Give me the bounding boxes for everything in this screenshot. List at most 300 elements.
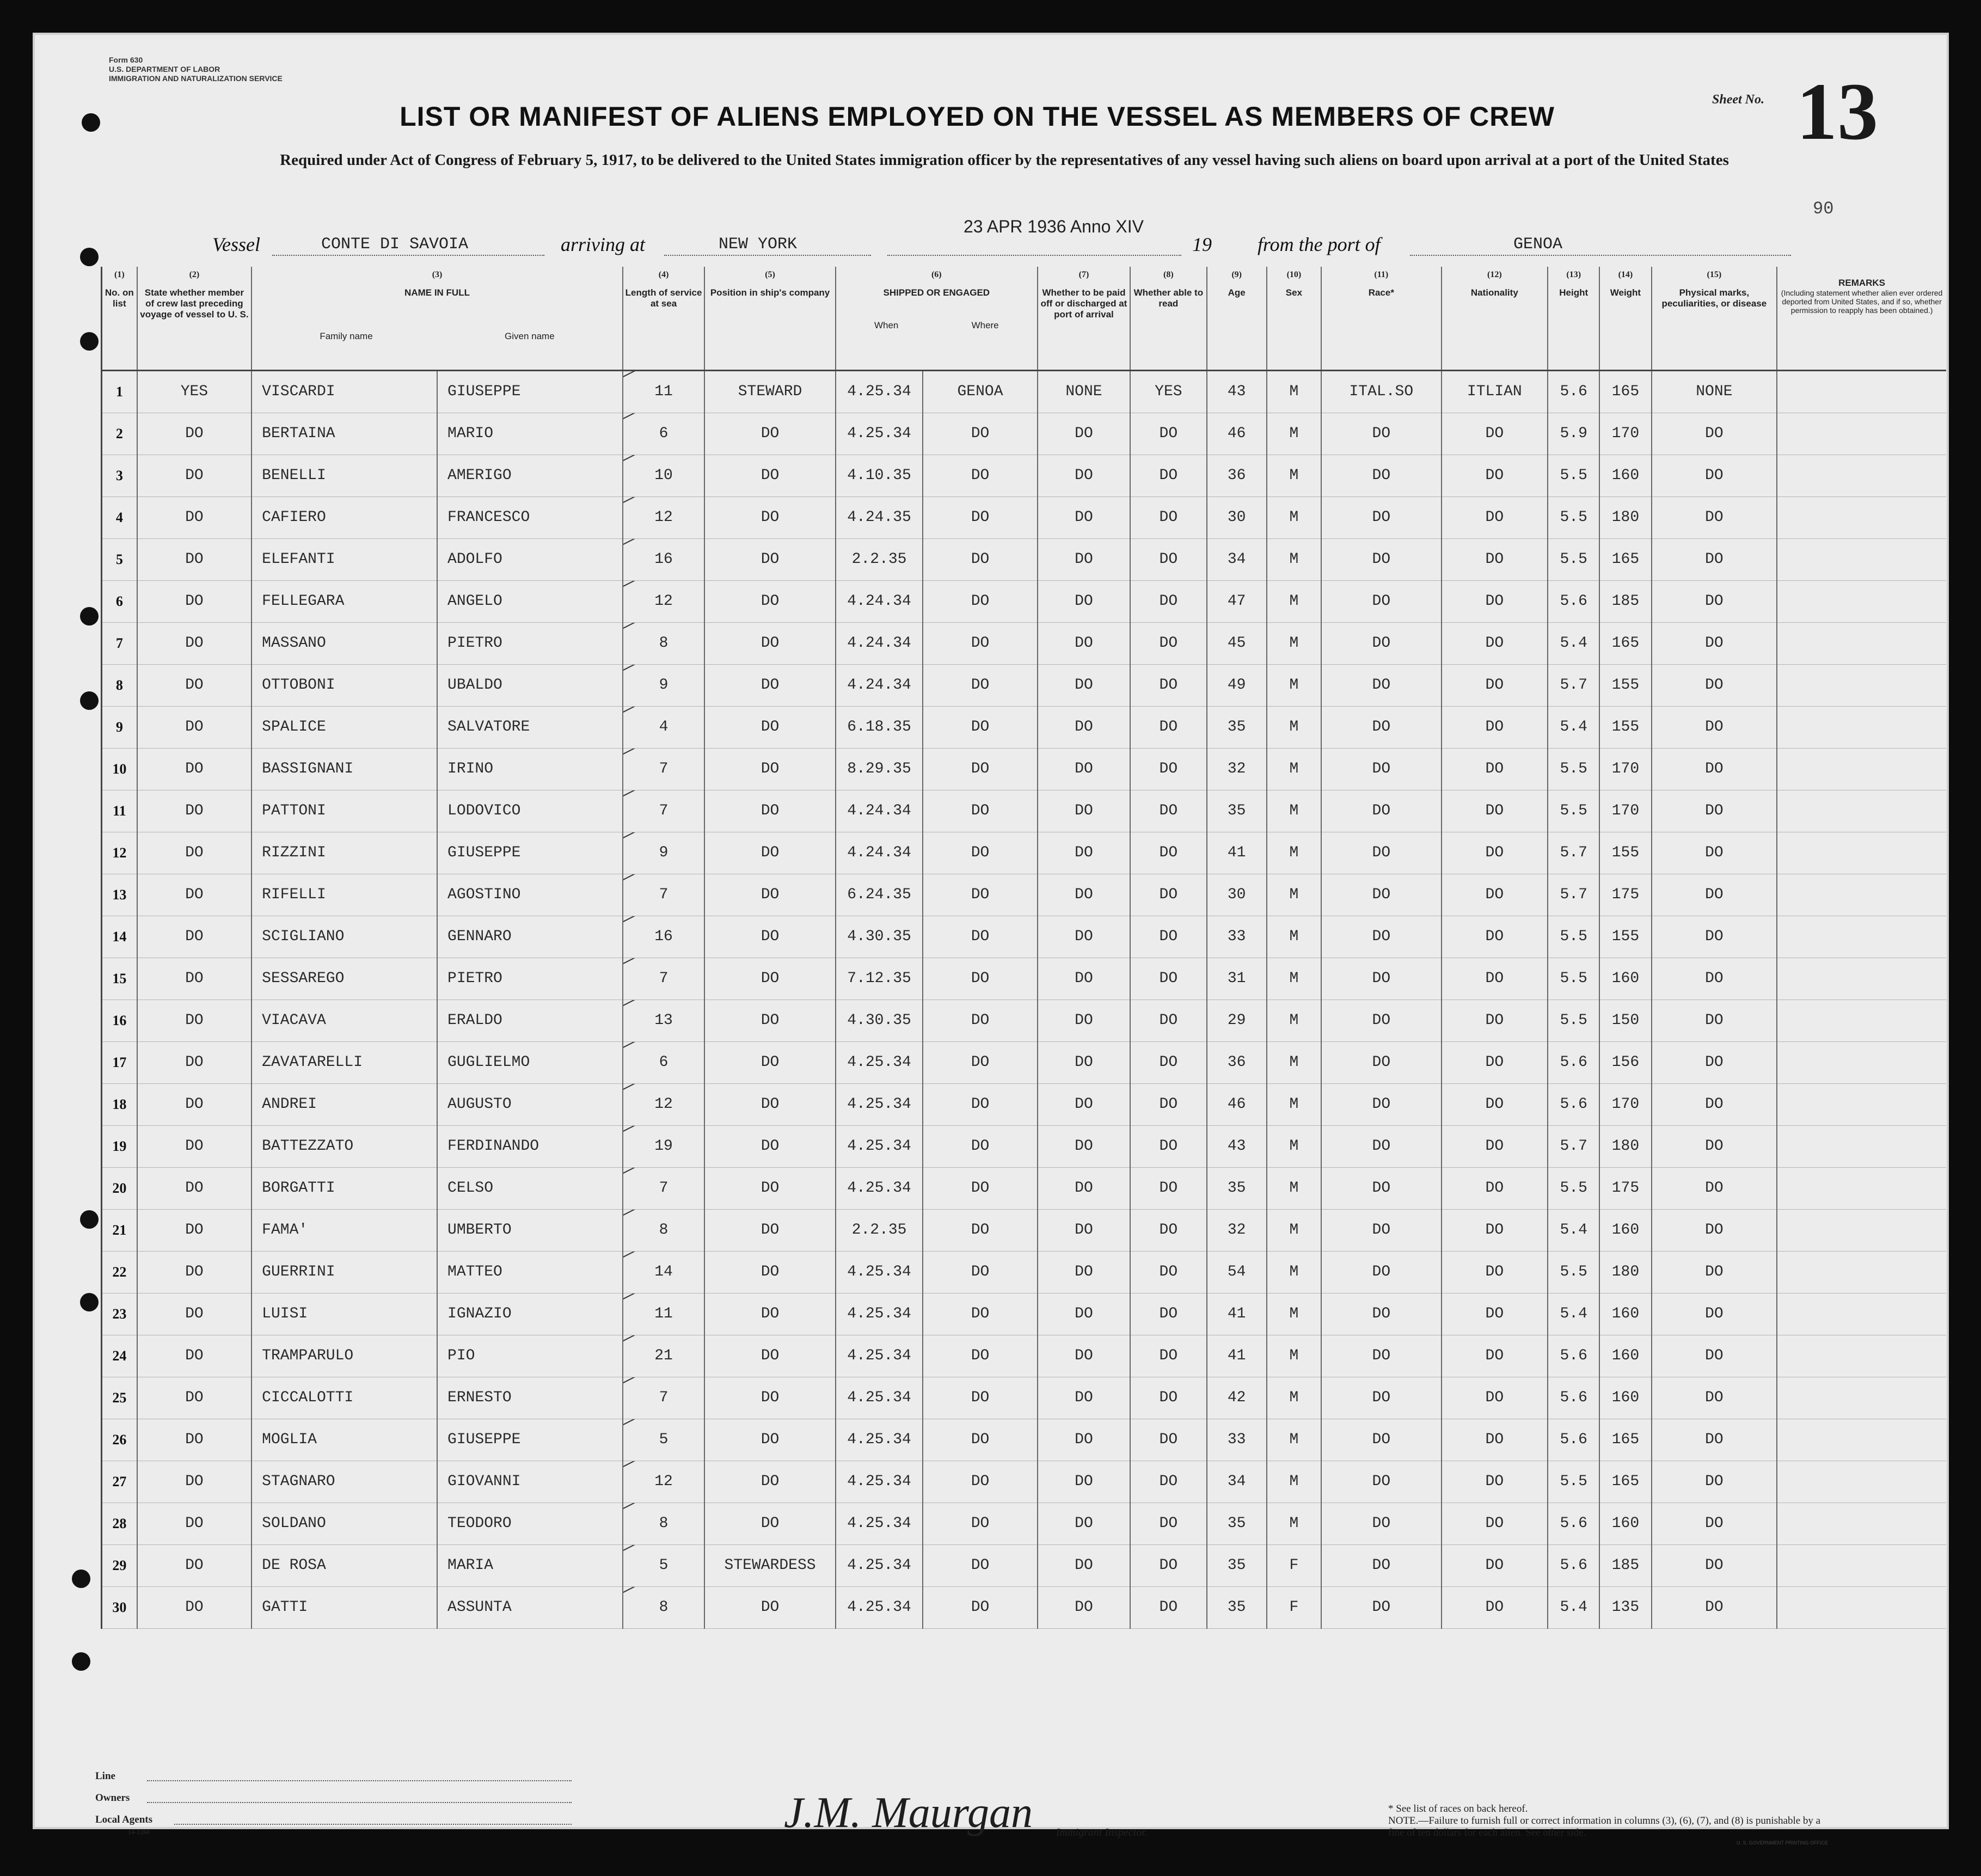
- position-cell: DO: [704, 1209, 836, 1251]
- row-number-cell: 8: [102, 664, 137, 706]
- given-name-cell: LODOVICO: [437, 790, 623, 832]
- family-name-cell: STAGNARO: [252, 1461, 437, 1503]
- height-cell: 5.7: [1548, 664, 1599, 706]
- physical-marks-cell: DO: [1652, 664, 1777, 706]
- given-name-cell: MARIA: [437, 1544, 623, 1586]
- row-number-cell: 9: [102, 706, 137, 748]
- footer-note: [1388, 1803, 1835, 1839]
- punch-hole: [72, 1652, 90, 1671]
- nationality-cell: DO: [1442, 1503, 1548, 1544]
- given-name-cell: ASSUNTA: [437, 1586, 623, 1628]
- weight-cell: 160: [1599, 455, 1651, 496]
- row-number-cell: 1: [102, 370, 137, 413]
- col-header-7: (7) Whether to be paid off or discharged at port of arrival: [1038, 267, 1130, 370]
- family-name-cell: SPALICE: [252, 706, 437, 748]
- age-cell: 46: [1207, 1083, 1267, 1125]
- age-cell: 32: [1207, 1209, 1267, 1251]
- weight-cell: 180: [1599, 1125, 1651, 1167]
- able-to-read-cell: DO: [1130, 1083, 1206, 1125]
- shipped-when-cell: 4.25.34: [836, 370, 923, 413]
- weight-cell: 155: [1599, 706, 1651, 748]
- row-number-cell: 13: [102, 874, 137, 916]
- remarks-cell: [1777, 790, 1946, 832]
- nationality-cell: DO: [1442, 664, 1548, 706]
- punch-hole: [80, 248, 99, 266]
- shipped-where-cell: DO: [923, 1544, 1038, 1586]
- paid-off-cell: DO: [1038, 1167, 1130, 1209]
- col-header-13: (13) Height: [1548, 267, 1599, 370]
- vessel-line: [212, 217, 1791, 266]
- paid-off-cell: DO: [1038, 1000, 1130, 1041]
- given-name-cell: GUGLIELMO: [437, 1041, 623, 1083]
- length-of-service-cell: 9: [623, 664, 704, 706]
- family-name-cell: RIFELLI: [252, 874, 437, 916]
- inspector-signature: J.M. Maurgan: [784, 1789, 1033, 1837]
- shipped-where-cell: DO: [923, 1125, 1038, 1167]
- previous-voyage-cell: DO: [137, 790, 252, 832]
- given-name-cell: SALVATORE: [437, 706, 623, 748]
- race-cell: DO: [1321, 622, 1442, 664]
- shipped-when-cell: 4.24.34: [836, 832, 923, 874]
- previous-voyage-cell: DO: [137, 1335, 252, 1377]
- paid-off-cell: DO: [1038, 1461, 1130, 1503]
- shipped-where-cell: DO: [923, 413, 1038, 455]
- manifest-rows: [102, 370, 1947, 1628]
- length-of-service-cell: 7: [623, 1167, 704, 1209]
- position-cell: DO: [704, 790, 836, 832]
- length-of-service-cell: 12: [623, 1461, 704, 1503]
- physical-marks-cell: DO: [1652, 580, 1777, 622]
- paid-off-cell: DO: [1038, 1419, 1130, 1461]
- crew-manifest-table: [101, 267, 1946, 1629]
- shipped-where-cell: DO: [923, 622, 1038, 664]
- previous-voyage-cell: DO: [137, 1000, 252, 1041]
- given-name-cell: FERDINANDO: [437, 1125, 623, 1167]
- col-header-8: (8) Whether able to read: [1130, 267, 1206, 370]
- row-number-cell: 12: [102, 832, 137, 874]
- sex-cell: M: [1267, 622, 1321, 664]
- remarks-cell: [1777, 1544, 1946, 1586]
- able-to-read-cell: DO: [1130, 622, 1206, 664]
- row-number-cell: 7: [102, 622, 137, 664]
- table-row: [102, 1461, 1947, 1503]
- paid-off-cell: DO: [1038, 1083, 1130, 1125]
- position-cell: DO: [704, 413, 836, 455]
- remarks-cell: [1777, 874, 1946, 916]
- age-cell: 46: [1207, 413, 1267, 455]
- previous-voyage-cell: DO: [137, 538, 252, 580]
- shipped-when-cell: 4.24.34: [836, 580, 923, 622]
- length-of-service-cell: 12: [623, 580, 704, 622]
- nationality-cell: DO: [1442, 455, 1548, 496]
- previous-voyage-cell: DO: [137, 748, 252, 790]
- able-to-read-cell: DO: [1130, 1041, 1206, 1083]
- nationality-cell: DO: [1442, 1461, 1548, 1503]
- previous-voyage-cell: DO: [137, 706, 252, 748]
- previous-voyage-cell: DO: [137, 958, 252, 1000]
- paid-off-cell: DO: [1038, 1251, 1130, 1293]
- shipped-when-cell: 2.2.35: [836, 538, 923, 580]
- weight-cell: 160: [1599, 958, 1651, 1000]
- row-number-cell: 24: [102, 1335, 137, 1377]
- row-number-cell: 11: [102, 790, 137, 832]
- punch-hole: [80, 607, 99, 626]
- weight-cell: 160: [1599, 1503, 1651, 1544]
- printing-office: U. S. GOVERNMENT PRINTING OFFICE: [1737, 1840, 1828, 1846]
- weight-cell: 165: [1599, 1419, 1651, 1461]
- row-number-cell: 28: [102, 1503, 137, 1544]
- position-cell: DO: [704, 455, 836, 496]
- given-name-cell: UMBERTO: [437, 1209, 623, 1251]
- remarks-cell: [1777, 748, 1946, 790]
- shipped-where-cell: DO: [923, 748, 1038, 790]
- table-row: [102, 1293, 1947, 1335]
- able-to-read-cell: DO: [1130, 1503, 1206, 1544]
- physical-marks-cell: NONE: [1652, 370, 1777, 413]
- shipped-where-cell: DO: [923, 1335, 1038, 1377]
- shipped-when-cell: 4.25.34: [836, 1167, 923, 1209]
- race-cell: DO: [1321, 1167, 1442, 1209]
- remarks-cell: [1777, 496, 1946, 538]
- race-cell: DO: [1321, 1083, 1442, 1125]
- able-to-read-cell: DO: [1130, 538, 1206, 580]
- punch-hole: [72, 1570, 90, 1588]
- previous-voyage-cell: YES: [137, 370, 252, 413]
- position-cell: DO: [704, 1419, 836, 1461]
- family-name-cell: VISCARDI: [252, 370, 437, 413]
- race-cell: DO: [1321, 958, 1442, 1000]
- nationality-cell: DO: [1442, 706, 1548, 748]
- age-cell: 35: [1207, 790, 1267, 832]
- nationality-cell: DO: [1442, 1209, 1548, 1251]
- row-number-cell: 19: [102, 1125, 137, 1167]
- given-name-cell: GIOVANNI: [437, 1461, 623, 1503]
- length-of-service-cell: 14: [623, 1251, 704, 1293]
- table-row: [102, 664, 1947, 706]
- remarks-cell: [1777, 916, 1946, 958]
- previous-voyage-cell: DO: [137, 1209, 252, 1251]
- height-cell: 5.6: [1548, 1419, 1599, 1461]
- shipped-when-cell: 4.30.35: [836, 1000, 923, 1041]
- able-to-read-cell: DO: [1130, 1293, 1206, 1335]
- age-cell: 34: [1207, 538, 1267, 580]
- family-name-cell: VIACAVA: [252, 1000, 437, 1041]
- position-cell: DO: [704, 1586, 836, 1628]
- col-header-1: (1) No. on list: [102, 267, 137, 370]
- previous-voyage-cell: DO: [137, 664, 252, 706]
- punch-hole: [80, 332, 99, 351]
- length-of-service-cell: 8: [623, 1503, 704, 1544]
- paid-off-cell: DO: [1038, 664, 1130, 706]
- shipped-when-cell: 2.2.35: [836, 1209, 923, 1251]
- row-number-cell: 18: [102, 1083, 137, 1125]
- shipped-where-cell: DO: [923, 1419, 1038, 1461]
- shipped-where-cell: DO: [923, 874, 1038, 916]
- height-cell: 5.7: [1548, 832, 1599, 874]
- given-name-cell: ANGELO: [437, 580, 623, 622]
- sheet-mark: 90: [1813, 199, 1834, 219]
- weight-cell: 150: [1599, 1000, 1651, 1041]
- age-cell: 47: [1207, 580, 1267, 622]
- shipped-when-cell: 8.29.35: [836, 748, 923, 790]
- sex-cell: M: [1267, 958, 1321, 1000]
- shipped-where-cell: DO: [923, 1209, 1038, 1251]
- table-row: [102, 1335, 1947, 1377]
- previous-voyage-cell: DO: [137, 1586, 252, 1628]
- family-name-cell: BATTEZZATO: [252, 1125, 437, 1167]
- position-cell: STEWARD: [704, 370, 836, 413]
- physical-marks-cell: DO: [1652, 748, 1777, 790]
- sex-cell: M: [1267, 1335, 1321, 1377]
- table-row: [102, 1083, 1947, 1125]
- paid-off-cell: DO: [1038, 832, 1130, 874]
- family-name-cell: GUERRINI: [252, 1251, 437, 1293]
- able-to-read-cell: DO: [1130, 580, 1206, 622]
- table-row: [102, 1125, 1947, 1167]
- shipped-when-cell: 4.25.34: [836, 1586, 923, 1628]
- able-to-read-cell: DO: [1130, 1209, 1206, 1251]
- physical-marks-cell: DO: [1652, 1000, 1777, 1041]
- position-cell: DO: [704, 874, 836, 916]
- line-label: Line: [95, 1770, 115, 1782]
- remarks-cell: [1777, 664, 1946, 706]
- nationality-cell: DO: [1442, 1377, 1548, 1419]
- punch-hole: [80, 1293, 99, 1311]
- able-to-read-cell: DO: [1130, 1167, 1206, 1209]
- height-cell: 5.4: [1548, 1209, 1599, 1251]
- col-header-11: (11) Race*: [1321, 267, 1442, 370]
- nationality-cell: DO: [1442, 413, 1548, 455]
- sex-cell: M: [1267, 1000, 1321, 1041]
- table-row: [102, 1377, 1947, 1419]
- sex-cell: M: [1267, 496, 1321, 538]
- given-name-cell: FRANCESCO: [437, 496, 623, 538]
- where-header: Where: [971, 320, 999, 330]
- physical-marks-cell: DO: [1652, 1209, 1777, 1251]
- table-row: [102, 622, 1947, 664]
- race-cell: DO: [1321, 455, 1442, 496]
- nationality-cell: DO: [1442, 1167, 1548, 1209]
- punch-hole: [80, 1210, 99, 1229]
- row-number-cell: 15: [102, 958, 137, 1000]
- weight-cell: 165: [1599, 370, 1651, 413]
- able-to-read-cell: DO: [1130, 748, 1206, 790]
- physical-marks-cell: DO: [1652, 1461, 1777, 1503]
- family-name-cell: SESSAREGO: [252, 958, 437, 1000]
- able-to-read-cell: DO: [1130, 1000, 1206, 1041]
- family-name-cell: BENELLI: [252, 455, 437, 496]
- row-number-cell: 30: [102, 1586, 137, 1628]
- position-cell: DO: [704, 1041, 836, 1083]
- paid-off-cell: NONE: [1038, 370, 1130, 413]
- position-cell: DO: [704, 580, 836, 622]
- remarks-cell: [1777, 580, 1946, 622]
- race-cell: DO: [1321, 1586, 1442, 1628]
- length-of-service-cell: 6: [623, 1041, 704, 1083]
- shipped-when-cell: 4.25.34: [836, 1335, 923, 1377]
- previous-voyage-cell: DO: [137, 496, 252, 538]
- table-row: [102, 832, 1947, 874]
- table-row: [102, 1209, 1947, 1251]
- height-cell: 5.6: [1548, 1335, 1599, 1377]
- service-name: IMMIGRATION AND NATURALIZATION SERVICE: [109, 74, 283, 83]
- shipped-where-cell: DO: [923, 538, 1038, 580]
- sex-cell: F: [1267, 1544, 1321, 1586]
- able-to-read-cell: DO: [1130, 413, 1206, 455]
- given-name-cell: IRINO: [437, 748, 623, 790]
- local-agents-label: Local Agents: [95, 1814, 153, 1825]
- remarks-cell: [1777, 1167, 1946, 1209]
- height-cell: 5.9: [1548, 413, 1599, 455]
- penalty-note: NOTE.—Failure to furnish full or correct information in columns (3), (6), (7), and (8) is punishable by a fine of ten dollars for each alien. See other side.: [1388, 1815, 1821, 1838]
- age-cell: 34: [1207, 1461, 1267, 1503]
- position-cell: DO: [704, 1503, 836, 1544]
- remarks-cell: [1777, 413, 1946, 455]
- sex-cell: M: [1267, 1041, 1321, 1083]
- previous-voyage-cell: DO: [137, 1461, 252, 1503]
- table-row: [102, 748, 1947, 790]
- given-name-cell: IGNAZIO: [437, 1293, 623, 1335]
- family-name-cell: OTTOBONI: [252, 664, 437, 706]
- given-name-cell: ERNESTO: [437, 1377, 623, 1419]
- paid-off-cell: DO: [1038, 622, 1130, 664]
- paid-off-cell: DO: [1038, 1586, 1130, 1628]
- previous-voyage-cell: DO: [137, 1544, 252, 1586]
- shipped-where-cell: DO: [923, 664, 1038, 706]
- physical-marks-cell: DO: [1652, 832, 1777, 874]
- shipped-when-cell: 4.25.34: [836, 1041, 923, 1083]
- race-cell: DO: [1321, 1544, 1442, 1586]
- page-subtitle: Required under Act of Congress of February 5, 1917, to be delivered to the United States immigration officer by the representatives of any vessel having such aliens on board upon arrival at a port of the United States: [280, 151, 1729, 169]
- given-name-cell: TEODORO: [437, 1503, 623, 1544]
- race-cell: DO: [1321, 1377, 1442, 1419]
- shipped-when-cell: 4.24.34: [836, 790, 923, 832]
- race-cell: DO: [1321, 1293, 1442, 1335]
- race-cell: DO: [1321, 706, 1442, 748]
- remarks-cell: [1777, 706, 1946, 748]
- family-name-cell: BASSIGNANI: [252, 748, 437, 790]
- remarks-cell: [1777, 1293, 1946, 1335]
- able-to-read-cell: DO: [1130, 1461, 1206, 1503]
- age-cell: 49: [1207, 664, 1267, 706]
- position-cell: DO: [704, 1125, 836, 1167]
- previous-voyage-cell: DO: [137, 580, 252, 622]
- weight-cell: 170: [1599, 748, 1651, 790]
- given-name-cell: ADOLFO: [437, 538, 623, 580]
- physical-marks-cell: DO: [1652, 1503, 1777, 1544]
- given-name-cell: PIO: [437, 1335, 623, 1377]
- sheet-label: Sheet No.: [1712, 93, 1764, 107]
- sex-cell: M: [1267, 1503, 1321, 1544]
- height-cell: 5.5: [1548, 496, 1599, 538]
- paid-off-cell: DO: [1038, 874, 1130, 916]
- able-to-read-cell: DO: [1130, 916, 1206, 958]
- col-header-2: (2) State whether member of crew last preceding voyage of vessel to U. S.: [137, 267, 252, 370]
- age-cell: 29: [1207, 1000, 1267, 1041]
- shipped-when-cell: 4.25.34: [836, 1377, 923, 1419]
- length-of-service-cell: 7: [623, 958, 704, 1000]
- from-port-label: from the port of: [1258, 234, 1381, 255]
- table-row: [102, 1586, 1947, 1628]
- row-number-cell: 25: [102, 1377, 137, 1419]
- given-name-cell: GIUSEPPE: [437, 832, 623, 874]
- physical-marks-cell: DO: [1652, 455, 1777, 496]
- previous-voyage-cell: DO: [137, 916, 252, 958]
- age-cell: 36: [1207, 1041, 1267, 1083]
- nationality-cell: DO: [1442, 538, 1548, 580]
- remarks-cell: [1777, 538, 1946, 580]
- weight-cell: 160: [1599, 1209, 1651, 1251]
- shipped-where-cell: DO: [923, 1293, 1038, 1335]
- race-cell: DO: [1321, 790, 1442, 832]
- nationality-cell: DO: [1442, 496, 1548, 538]
- remarks-cell: [1777, 1251, 1946, 1293]
- race-cell: DO: [1321, 664, 1442, 706]
- weight-cell: 170: [1599, 1083, 1651, 1125]
- previous-voyage-cell: DO: [137, 1293, 252, 1335]
- shipped-when-cell: 4.25.34: [836, 1461, 923, 1503]
- form-identifier: [109, 56, 283, 83]
- paid-off-cell: DO: [1038, 1209, 1130, 1251]
- height-cell: 5.6: [1548, 1041, 1599, 1083]
- shipped-when-cell: 4.25.34: [836, 1293, 923, 1335]
- shipped-when-cell: 4.30.35: [836, 916, 923, 958]
- height-cell: 5.6: [1548, 580, 1599, 622]
- paid-off-cell: DO: [1038, 1293, 1130, 1335]
- physical-marks-cell: DO: [1652, 958, 1777, 1000]
- paid-off-cell: DO: [1038, 455, 1130, 496]
- family-name-header: Family name: [320, 331, 373, 341]
- table-row: [102, 1251, 1947, 1293]
- shipped-when-cell: 6.18.35: [836, 706, 923, 748]
- previous-voyage-cell: DO: [137, 1125, 252, 1167]
- row-number-cell: 6: [102, 580, 137, 622]
- weight-cell: 165: [1599, 538, 1651, 580]
- row-number-cell: 2: [102, 413, 137, 455]
- agents-code: 14-1260: [128, 1828, 150, 1836]
- race-cell: DO: [1321, 1209, 1442, 1251]
- age-cell: 32: [1207, 748, 1267, 790]
- remarks-cell: [1777, 1209, 1946, 1251]
- length-of-service-cell: 19: [623, 1125, 704, 1167]
- paid-off-cell: DO: [1038, 1041, 1130, 1083]
- nationality-cell: DO: [1442, 1419, 1548, 1461]
- shipped-when-cell: 4.25.34: [836, 1251, 923, 1293]
- position-cell: DO: [704, 1167, 836, 1209]
- height-cell: 5.5: [1548, 1167, 1599, 1209]
- previous-voyage-cell: DO: [137, 874, 252, 916]
- paid-off-cell: DO: [1038, 748, 1130, 790]
- year-label: 19: [1192, 234, 1212, 255]
- sex-cell: M: [1267, 1293, 1321, 1335]
- table-row: [102, 1544, 1947, 1586]
- shipped-when-cell: 4.25.34: [836, 1125, 923, 1167]
- table-row: [102, 496, 1947, 538]
- nationality-cell: DO: [1442, 1335, 1548, 1377]
- vessel-name: CONTE DI SAVOIA: [321, 235, 469, 254]
- sex-cell: M: [1267, 664, 1321, 706]
- physical-marks-cell: DO: [1652, 706, 1777, 748]
- row-number-cell: 26: [102, 1419, 137, 1461]
- family-name-cell: BERTAINA: [252, 413, 437, 455]
- nationality-cell: DO: [1442, 622, 1548, 664]
- paid-off-cell: DO: [1038, 1125, 1130, 1167]
- family-name-cell: SOLDANO: [252, 1503, 437, 1544]
- col-header-10: (10) Sex: [1267, 267, 1321, 370]
- position-cell: DO: [704, 538, 836, 580]
- shipped-when-cell: 4.25.34: [836, 1419, 923, 1461]
- physical-marks-cell: DO: [1652, 1377, 1777, 1419]
